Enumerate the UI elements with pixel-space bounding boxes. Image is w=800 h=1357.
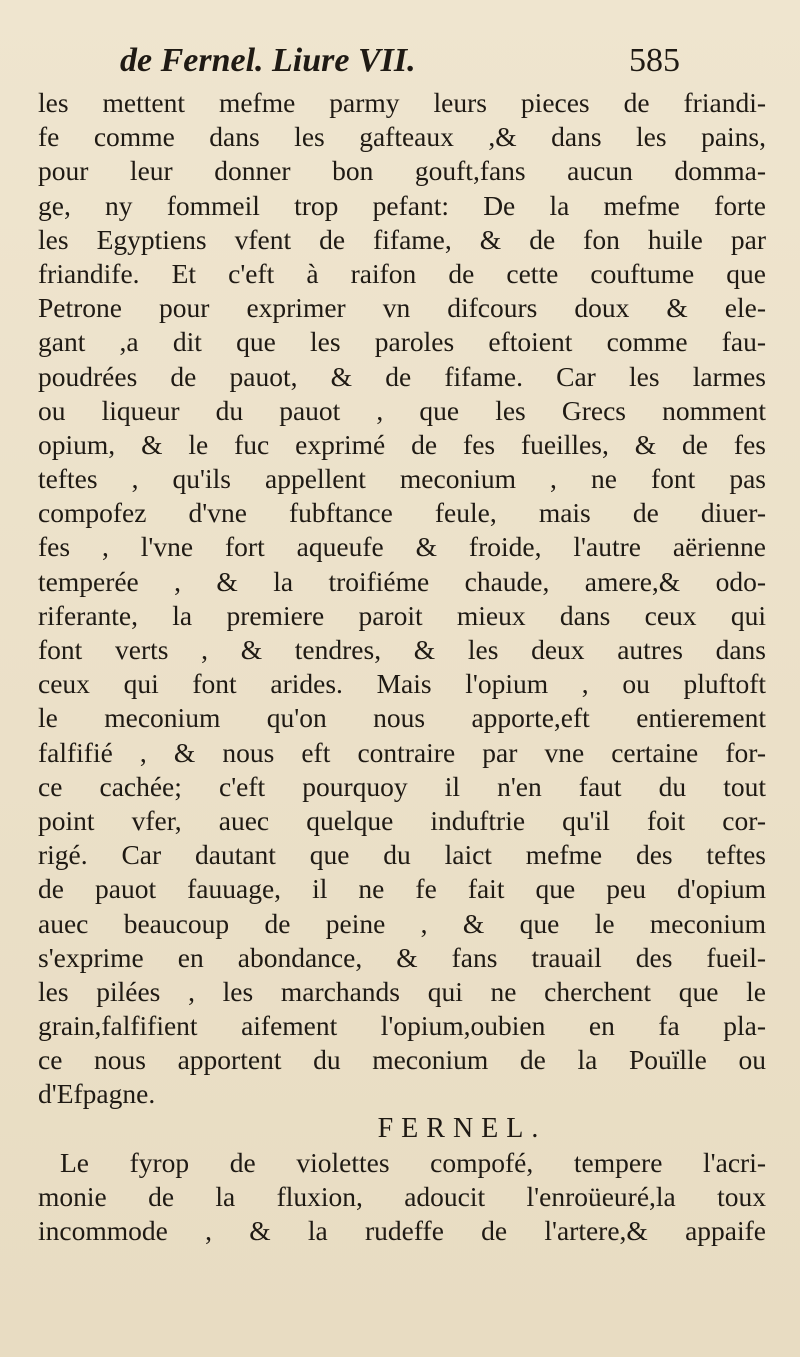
text-line: monie de la fluxion, adoucit l'enroüeuré,la toux [38,1181,766,1212]
text-line: les pilées , les marchands qui ne cherchent que le [38,975,766,1007]
text-line: ceux qui font arides. Mais l'opium , ou pluftoft [38,668,766,700]
text-line: poudrées de pauot, & de fifame. Car les larmes [38,360,766,392]
text-line: de pauot fauuage, il ne fe fait que peu d'opium [38,873,766,905]
text-line: fes , l'vne fort aqueufe & froide, l'autre aërienne [38,531,766,563]
text-line: les mettent mefme parmy leurs pieces de friandi- [38,87,766,118]
text-line: riferante, la premiere paroit mieux dans ceux qui [38,599,766,631]
page-header [120,42,680,92]
text-line: rigé. Car dautant que du laict mefme des teftes [38,839,766,871]
text-line: teftes , qu'ils appellent meconium , ne font pas [38,463,766,495]
text-line: incommode , & la rudeffe de l'artere,& appaife [38,1215,766,1247]
text-line: compofez d'vne fubftance feule, mais de diuer- [38,497,766,529]
text-line: opium, & le fuc exprimé de fes fueilles, & de fes [38,428,766,460]
body-text [38,86,766,1248]
running-title: de Fernel. Liure VII. [120,42,416,79]
text-line: fe comme dans les gafteaux ,& dans les pains, [38,121,766,153]
text-line: les Egyptiens vfent de fifame, & de fon huile par [38,223,766,255]
text-line: ce cachée; c'eft pourquoy il n'en faut du tout [38,770,766,802]
page-number: 585 [629,42,680,79]
text-line: Le fyrop de violettes compofé, tempere l'acri- [60,1146,766,1178]
text-line: temperée , & la troifiéme chaude, amere,& odo- [38,565,766,597]
section-heading: FERNEL. [377,1112,547,1144]
text-line: grain,falfifient aifement l'opium,oubien en fa pla- [38,1010,766,1042]
text-line: Petrone pour exprimer vn difcours doux & ele- [38,292,766,324]
text-line: ge, ny fommeil trop pefant: De la mefme forte [38,189,766,221]
text-line: pour leur donner bon gouft,fans aucun domma- [38,155,766,187]
text-line: ou liqueur du pauot , que les Grecs nomment [38,394,766,426]
text-line: gant ,a dit que les paroles eftoient comme fau- [38,326,766,358]
text-line: auec beaucoup de peine , & que le meconium [38,907,766,939]
text-line: friandife. Et c'eft à raifon de cette couftume que [38,257,766,289]
text-line: d'Efpagne. [38,1078,156,1110]
text-line: ce nous apportent du meconium de la Pouïlle ou [38,1044,766,1076]
text-line: point vfer, auec quelque induftrie qu'il foit cor- [38,804,766,836]
text-line: font verts , & tendres, & les deux autres dans [38,634,766,665]
text-line: s'exprime en abondance, & fans trauail des fueil- [38,941,766,973]
text-line: le meconium qu'on nous apporte,eft entierement [38,702,766,734]
text-line: falfifié , & nous eft contraire par vne certaine for- [38,736,766,768]
